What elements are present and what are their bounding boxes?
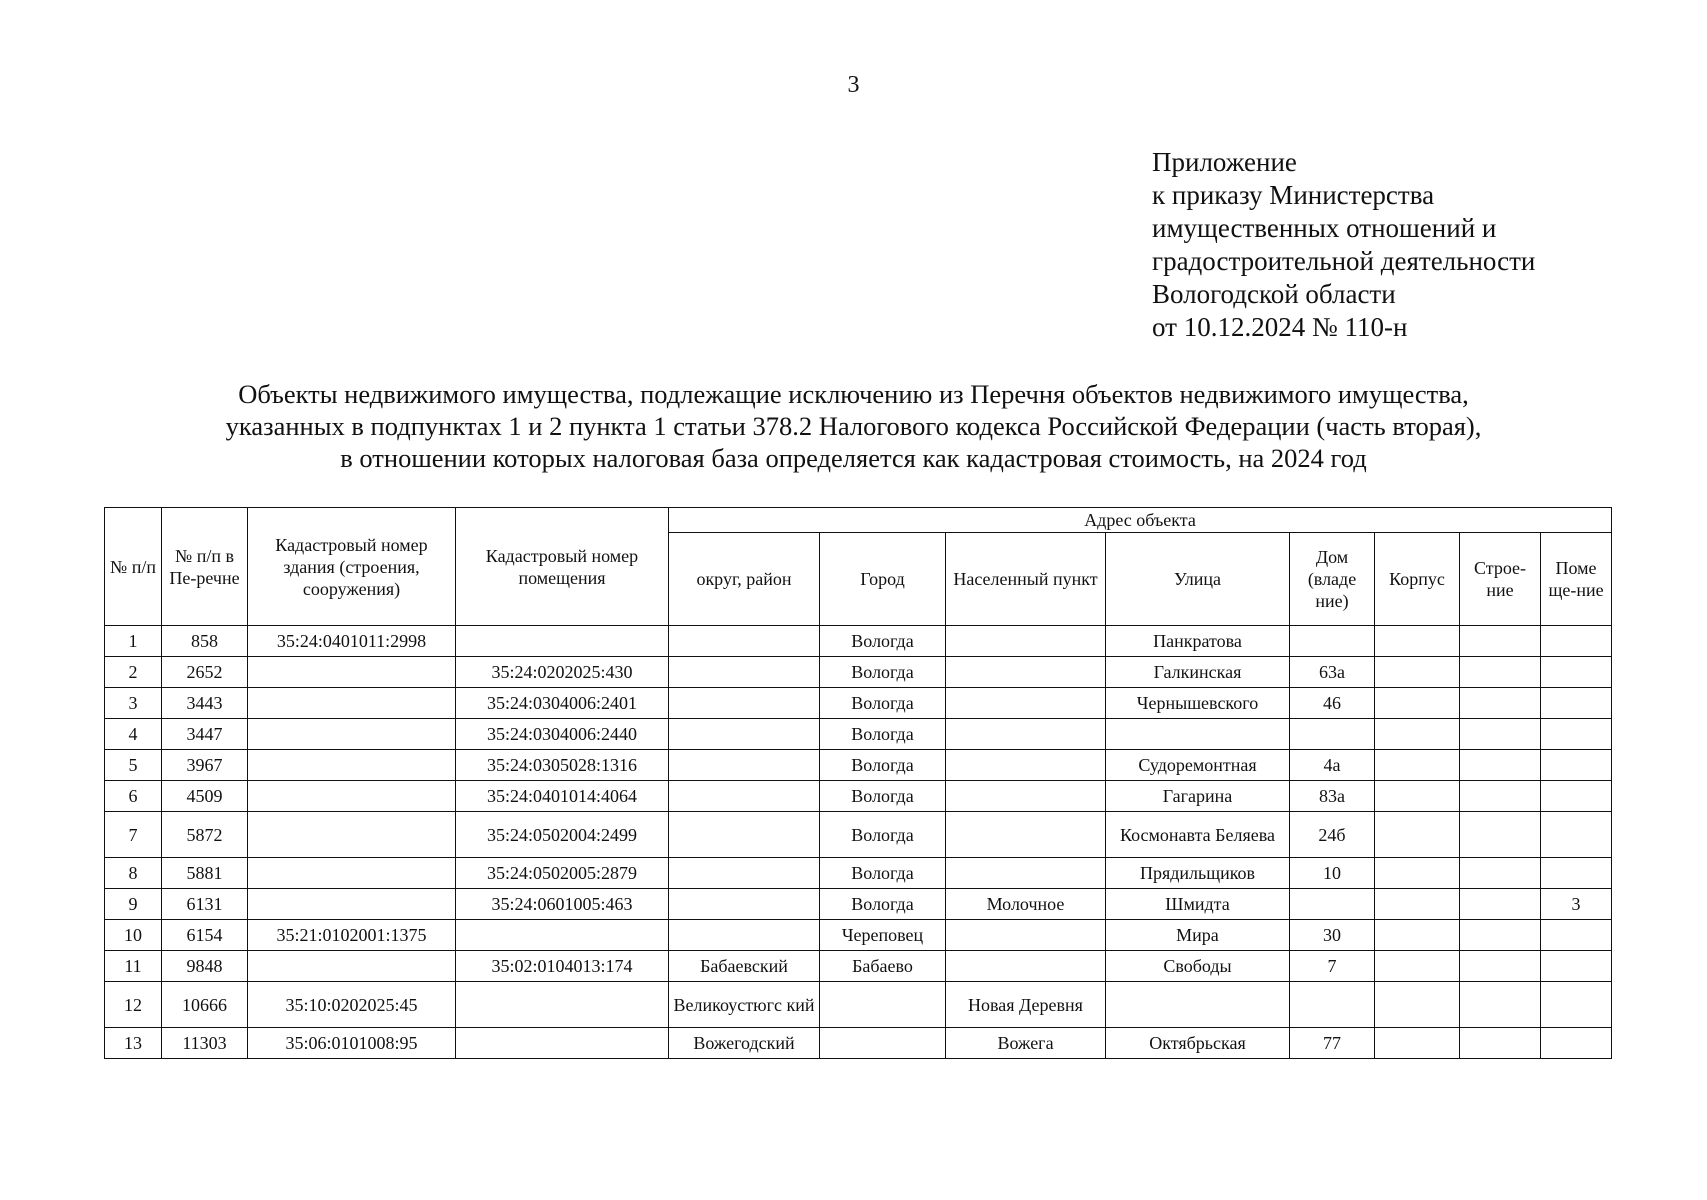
cell-num: 6 bbox=[105, 781, 162, 812]
cell-list-num: 3447 bbox=[162, 719, 248, 750]
cell-korpus bbox=[1375, 951, 1460, 982]
cell-premises-cadastral: 35:02:0104013:174 bbox=[456, 951, 669, 982]
cell-building-cadastral bbox=[248, 812, 456, 858]
cell-stroenie bbox=[1460, 858, 1541, 889]
page-number: 3 bbox=[847, 72, 860, 98]
cell-building-cadastral: 35:24:0401011:2998 bbox=[248, 626, 456, 657]
cell-settlement: Молочное bbox=[946, 889, 1106, 920]
cell-house bbox=[1290, 889, 1375, 920]
header-pomeschenie: Поме ще-ние bbox=[1541, 533, 1612, 626]
cell-pomeschenie bbox=[1541, 951, 1612, 982]
cell-district bbox=[669, 889, 820, 920]
cell-pomeschenie bbox=[1541, 982, 1612, 1028]
cell-korpus bbox=[1375, 781, 1460, 812]
cell-num: 13 bbox=[105, 1028, 162, 1059]
cell-settlement: Вожега bbox=[946, 1028, 1106, 1059]
cell-building-cadastral bbox=[248, 889, 456, 920]
cell-house: 4а bbox=[1290, 750, 1375, 781]
cell-stroenie bbox=[1460, 688, 1541, 719]
cell-house: 30 bbox=[1290, 920, 1375, 951]
cell-settlement bbox=[946, 657, 1106, 688]
cell-pomeschenie bbox=[1541, 858, 1612, 889]
cell-settlement: Новая Деревня bbox=[946, 982, 1106, 1028]
table-row bbox=[105, 858, 1612, 889]
appendix-line: градостроительной деятельности bbox=[1152, 246, 1536, 276]
cell-street: Судоремонтная bbox=[1106, 750, 1290, 781]
cell-stroenie bbox=[1460, 750, 1541, 781]
appendix-line: имущественных отношений и bbox=[1152, 213, 1497, 243]
cell-premises-cadastral: 35:24:0601005:463 bbox=[456, 889, 669, 920]
document-title bbox=[0, 378, 1707, 474]
table-row bbox=[105, 781, 1612, 812]
cell-city: Вологда bbox=[820, 858, 946, 889]
cell-house: 63а bbox=[1290, 657, 1375, 688]
cell-district: Великоустюгс кий bbox=[669, 982, 820, 1028]
cell-premises-cadastral: 35:24:0401014:4064 bbox=[456, 781, 669, 812]
appendix-line: Приложение bbox=[1152, 147, 1297, 177]
table-row bbox=[105, 688, 1612, 719]
cell-district bbox=[669, 750, 820, 781]
cell-list-num: 10666 bbox=[162, 982, 248, 1028]
cell-korpus bbox=[1375, 750, 1460, 781]
cell-building-cadastral bbox=[248, 688, 456, 719]
cell-district bbox=[669, 657, 820, 688]
cell-district bbox=[669, 858, 820, 889]
cell-house: 46 bbox=[1290, 688, 1375, 719]
cell-settlement bbox=[946, 688, 1106, 719]
cell-building-cadastral bbox=[248, 719, 456, 750]
cell-list-num: 6131 bbox=[162, 889, 248, 920]
cell-settlement bbox=[946, 951, 1106, 982]
cell-list-num: 858 bbox=[162, 626, 248, 657]
cell-building-cadastral bbox=[248, 750, 456, 781]
cell-premises-cadastral: 35:24:0502005:2879 bbox=[456, 858, 669, 889]
cell-premises-cadastral: 35:24:0502004:2499 bbox=[456, 812, 669, 858]
cell-building-cadastral bbox=[248, 858, 456, 889]
cell-street bbox=[1106, 719, 1290, 750]
cell-settlement bbox=[946, 750, 1106, 781]
cell-korpus bbox=[1375, 812, 1460, 858]
cell-list-num: 2652 bbox=[162, 657, 248, 688]
cell-city: Вологда bbox=[820, 688, 946, 719]
cell-premises-cadastral bbox=[456, 1028, 669, 1059]
cell-city bbox=[820, 1028, 946, 1059]
cell-house: 7 bbox=[1290, 951, 1375, 982]
cell-house: 83а bbox=[1290, 781, 1375, 812]
cell-korpus bbox=[1375, 626, 1460, 657]
cell-house: 77 bbox=[1290, 1028, 1375, 1059]
cell-premises-cadastral: 35:24:0202025:430 bbox=[456, 657, 669, 688]
cell-pomeschenie: 3 bbox=[1541, 889, 1612, 920]
cell-district bbox=[669, 812, 820, 858]
cell-num: 9 bbox=[105, 889, 162, 920]
cell-premises-cadastral bbox=[456, 982, 669, 1028]
cell-district: Вожегодский bbox=[669, 1028, 820, 1059]
title-line: Объекты недвижимого имущества, подлежащие исключению из Перечня объектов недвижимого имущества, bbox=[238, 379, 1469, 409]
table-row bbox=[105, 719, 1612, 750]
cell-num: 11 bbox=[105, 951, 162, 982]
cell-pomeschenie bbox=[1541, 920, 1612, 951]
property-table bbox=[104, 507, 1612, 1059]
table-row bbox=[105, 889, 1612, 920]
cell-street: Шмидта bbox=[1106, 889, 1290, 920]
cell-city: Вологда bbox=[820, 626, 946, 657]
cell-district bbox=[669, 920, 820, 951]
cell-settlement bbox=[946, 920, 1106, 951]
cell-street bbox=[1106, 982, 1290, 1028]
cell-city: Вологда bbox=[820, 812, 946, 858]
cell-korpus bbox=[1375, 688, 1460, 719]
cell-pomeschenie bbox=[1541, 1028, 1612, 1059]
cell-pomeschenie bbox=[1541, 626, 1612, 657]
appendix-line: от 10.12.2024 № 110-н bbox=[1152, 312, 1408, 342]
cell-stroenie bbox=[1460, 1028, 1541, 1059]
cell-district bbox=[669, 781, 820, 812]
cell-num: 3 bbox=[105, 688, 162, 719]
cell-city: Вологда bbox=[820, 781, 946, 812]
cell-num: 1 bbox=[105, 626, 162, 657]
header-district: округ, район bbox=[669, 533, 820, 626]
cell-district: Бабаевский bbox=[669, 951, 820, 982]
title-line: в отношении которых налоговая база определяется как кадастровая стоимость, на 2024 год bbox=[340, 443, 1367, 473]
table-row bbox=[105, 626, 1612, 657]
cell-list-num: 5881 bbox=[162, 858, 248, 889]
cell-pomeschenie bbox=[1541, 812, 1612, 858]
cell-list-num: 6154 bbox=[162, 920, 248, 951]
cell-city bbox=[820, 982, 946, 1028]
cell-pomeschenie bbox=[1541, 688, 1612, 719]
cell-settlement bbox=[946, 781, 1106, 812]
header-stroenie: Строе-ние bbox=[1460, 533, 1541, 626]
cell-settlement bbox=[946, 626, 1106, 657]
cell-num: 12 bbox=[105, 982, 162, 1028]
cell-premises-cadastral: 35:24:0304006:2440 bbox=[456, 719, 669, 750]
cell-list-num: 3967 bbox=[162, 750, 248, 781]
cell-street: Панкратова bbox=[1106, 626, 1290, 657]
cell-korpus bbox=[1375, 719, 1460, 750]
appendix-line: Вологодской области bbox=[1152, 279, 1396, 309]
cell-city: Череповец bbox=[820, 920, 946, 951]
header-num: № п/п bbox=[105, 508, 162, 626]
table-row bbox=[105, 920, 1612, 951]
cell-street: Чернышевского bbox=[1106, 688, 1290, 719]
header-korpus: Корпус bbox=[1375, 533, 1460, 626]
cell-house: 10 bbox=[1290, 858, 1375, 889]
header-city: Город bbox=[820, 533, 946, 626]
table-row bbox=[105, 1028, 1612, 1059]
cell-list-num: 9848 bbox=[162, 951, 248, 982]
cell-building-cadastral: 35:10:0202025:45 bbox=[248, 982, 456, 1028]
cell-stroenie bbox=[1460, 657, 1541, 688]
table-row bbox=[105, 982, 1612, 1028]
cell-street: Мира bbox=[1106, 920, 1290, 951]
cell-city: Бабаево bbox=[820, 951, 946, 982]
header-building-cadastral: Кадастровый номер здания (строения, сооружения) bbox=[248, 508, 456, 626]
cell-list-num: 5872 bbox=[162, 812, 248, 858]
header-house: Дом (владе ние) bbox=[1290, 533, 1375, 626]
cell-building-cadastral: 35:21:0102001:1375 bbox=[248, 920, 456, 951]
cell-street: Гагарина bbox=[1106, 781, 1290, 812]
cell-city: Вологда bbox=[820, 750, 946, 781]
cell-district bbox=[669, 688, 820, 719]
table-row bbox=[105, 951, 1612, 982]
cell-premises-cadastral: 35:24:0304006:2401 bbox=[456, 688, 669, 719]
cell-street: Свободы bbox=[1106, 951, 1290, 982]
cell-settlement bbox=[946, 858, 1106, 889]
cell-building-cadastral bbox=[248, 951, 456, 982]
cell-list-num: 4509 bbox=[162, 781, 248, 812]
cell-pomeschenie bbox=[1541, 719, 1612, 750]
cell-house bbox=[1290, 719, 1375, 750]
cell-district bbox=[669, 626, 820, 657]
cell-list-num: 11303 bbox=[162, 1028, 248, 1059]
cell-num: 4 bbox=[105, 719, 162, 750]
cell-pomeschenie bbox=[1541, 781, 1612, 812]
cell-korpus bbox=[1375, 1028, 1460, 1059]
cell-num: 7 bbox=[105, 812, 162, 858]
cell-street: Прядильщиков bbox=[1106, 858, 1290, 889]
cell-num: 2 bbox=[105, 657, 162, 688]
cell-street: Октябрьская bbox=[1106, 1028, 1290, 1059]
cell-district bbox=[669, 719, 820, 750]
cell-street: Космонавта Беляева bbox=[1106, 812, 1290, 858]
cell-korpus bbox=[1375, 889, 1460, 920]
cell-pomeschenie bbox=[1541, 657, 1612, 688]
cell-korpus bbox=[1375, 920, 1460, 951]
cell-house bbox=[1290, 982, 1375, 1028]
cell-building-cadastral bbox=[248, 657, 456, 688]
cell-korpus bbox=[1375, 858, 1460, 889]
appendix-line: к приказу Министерства bbox=[1152, 180, 1435, 210]
cell-korpus bbox=[1375, 657, 1460, 688]
cell-stroenie bbox=[1460, 626, 1541, 657]
cell-stroenie bbox=[1460, 781, 1541, 812]
cell-stroenie bbox=[1460, 719, 1541, 750]
cell-building-cadastral bbox=[248, 781, 456, 812]
table-row bbox=[105, 812, 1612, 858]
cell-stroenie bbox=[1460, 920, 1541, 951]
cell-pomeschenie bbox=[1541, 750, 1612, 781]
cell-num: 8 bbox=[105, 858, 162, 889]
header-list-num: № п/п в Пе-речне bbox=[162, 508, 248, 626]
header-address-group: Адрес объекта bbox=[669, 508, 1612, 533]
cell-settlement bbox=[946, 719, 1106, 750]
cell-premises-cadastral: 35:24:0305028:1316 bbox=[456, 750, 669, 781]
header-premises-cadastral: Кадастровый номер помещения bbox=[456, 508, 669, 626]
cell-street: Галкинская bbox=[1106, 657, 1290, 688]
cell-premises-cadastral bbox=[456, 626, 669, 657]
cell-building-cadastral: 35:06:0101008:95 bbox=[248, 1028, 456, 1059]
cell-premises-cadastral bbox=[456, 920, 669, 951]
title-line: указанных в подпунктах 1 и 2 пункта 1 статьи 378.2 Налогового кодекса Российской Федерации (часть вторая), bbox=[225, 411, 1482, 441]
cell-list-num: 3443 bbox=[162, 688, 248, 719]
appendix-block bbox=[1152, 146, 1672, 344]
cell-korpus bbox=[1375, 982, 1460, 1028]
cell-house: 24б bbox=[1290, 812, 1375, 858]
cell-stroenie bbox=[1460, 951, 1541, 982]
table-row bbox=[105, 750, 1612, 781]
cell-city: Вологда bbox=[820, 719, 946, 750]
header-settlement: Населенный пункт bbox=[946, 533, 1106, 626]
cell-stroenie bbox=[1460, 982, 1541, 1028]
table-row bbox=[105, 657, 1612, 688]
cell-stroenie bbox=[1460, 812, 1541, 858]
cell-city: Вологда bbox=[820, 889, 946, 920]
cell-city: Вологда bbox=[820, 657, 946, 688]
cell-num: 10 bbox=[105, 920, 162, 951]
cell-stroenie bbox=[1460, 889, 1541, 920]
cell-settlement bbox=[946, 812, 1106, 858]
cell-house bbox=[1290, 626, 1375, 657]
header-street: Улица bbox=[1106, 533, 1290, 626]
cell-num: 5 bbox=[105, 750, 162, 781]
